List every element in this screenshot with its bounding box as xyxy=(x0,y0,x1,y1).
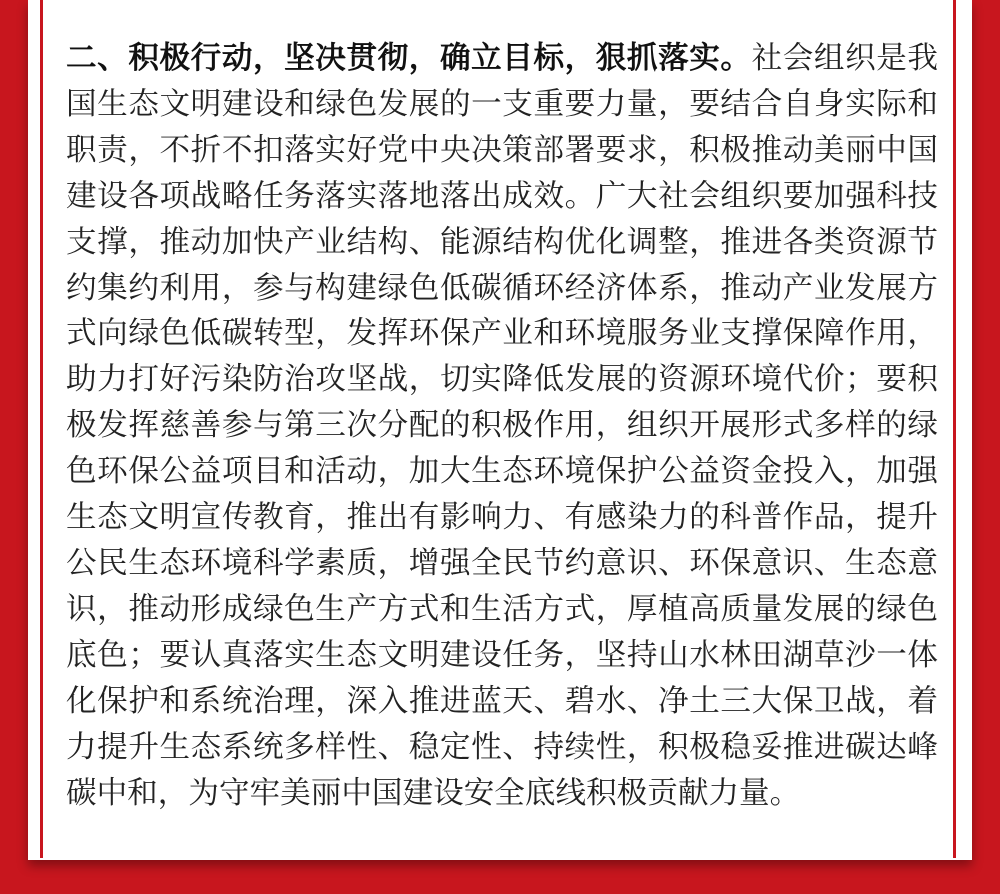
section-body: 社会组织是我国生态文明建设和绿色发展的一支重要力量，要结合自身实际和职责，不折不扣落实好党中央决策部署要求，积极推动美丽中国建设各项战略任务落实落地落出成效。广大社会组织要加强科技支撑，推动加快产业结构、能源结构优化调整，推进各类资源节约集约利用，参与构建绿色低碳循环经济体系，推动产业发展方式向绿色低碳转型，发挥环保产业和环境服务业支撑保障作用，助力打好污染防治攻坚战，切实降低发展的资源环境代价；要积极发挥慈善参与第三次分配的积极作用，组织开展形式多样的绿色环保公益项目和活动，加大生态环境保护公益资金投入，加强生态文明宣传教育，推出有影响力、有感染力的科普作品，提升公民生态环境科学素质，增强全民节约意识、环保意识、生态意识，推动形成绿色生产方式和生活方式，厚植高质量发展的绿色底色；要认真落实生态文明建设任务，坚持山水林田湖草沙一体化保护和系统治理，深入推进蓝天、碧水、净土三大保卫战，着力提升生态系统多样性、稳定性、持续性，积极稳妥推进碳达峰碳中和，为守牢美丽中国建设安全底线积极贡献力量。 xyxy=(66,41,939,811)
section-heading: 二、积极行动，坚决贯彻，确立目标，狠抓落实。 xyxy=(66,41,752,76)
article-paragraph xyxy=(66,36,938,816)
